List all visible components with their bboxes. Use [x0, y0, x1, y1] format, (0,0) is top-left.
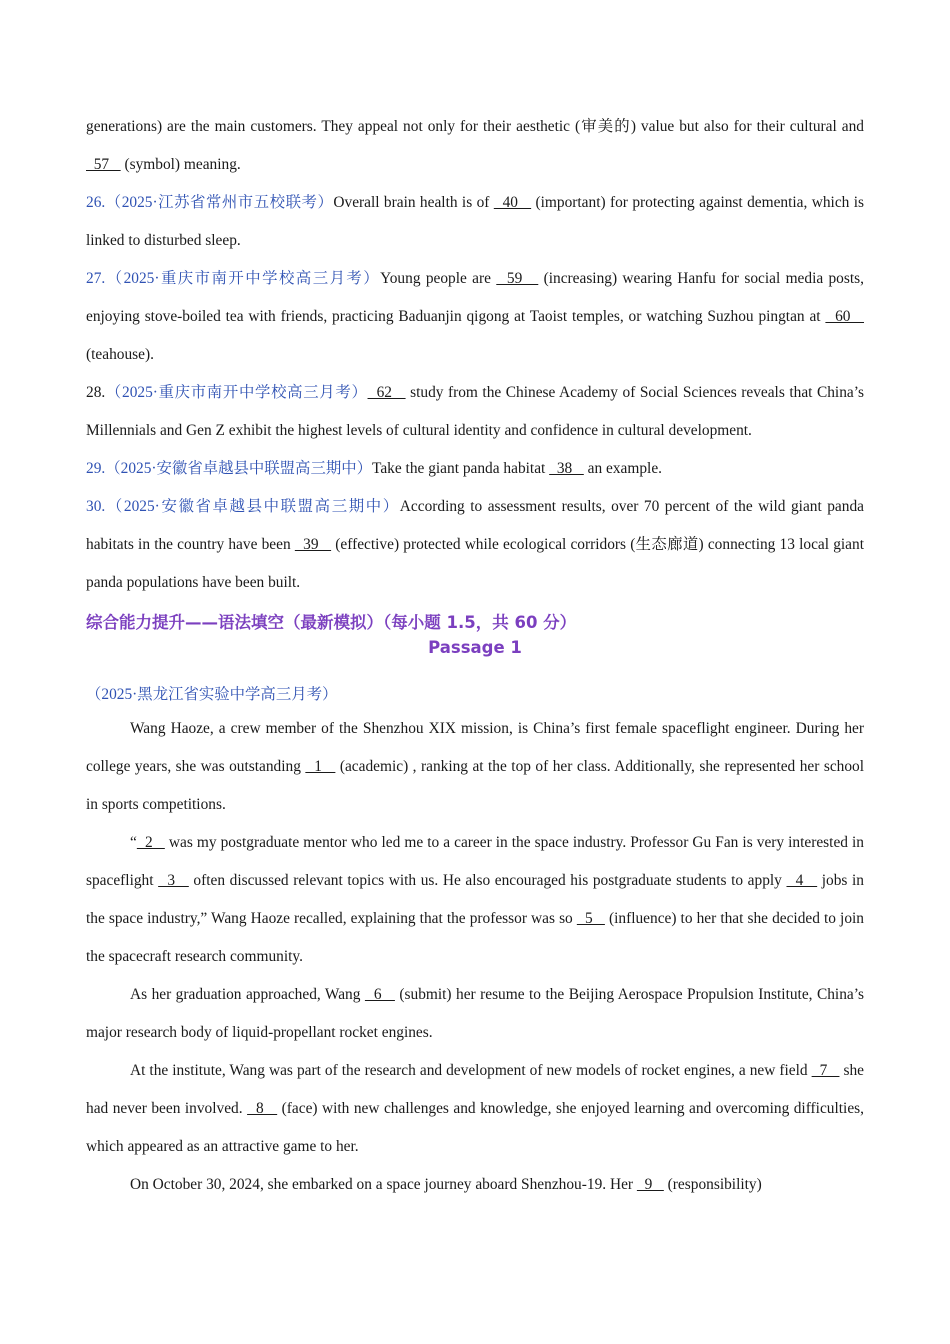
item-source: 30.（2025·安徽省卓越县中联盟高三期中） [86, 498, 400, 515]
item-source: 26.（2025·江苏省常州市五校联考） [86, 194, 334, 211]
answer-blank[interactable]: 38 [549, 460, 584, 477]
item-source: 29.（2025·安徽省卓越县中联盟高三期中） [86, 460, 373, 477]
exercise-item: 30.（2025·安徽省卓越县中联盟高三期中）According to assessment results, over 70 percent of the wild giant panda habitats in the country have been 39 (effective) protected while ecological corridors (生态廊道) connecting 13 local giant panda populations have been built. [86, 498, 864, 591]
passage-paragraph: At the institute, Wang was part of the research and development of new models of rocket engines, a new field 7 she had never been involved. 8 (face) with new challenges and knowledge, she enjoyed learning and overcoming difficulties, which appeared as an attractive game to her. [86, 1062, 864, 1155]
answer-blank[interactable]: 57 [86, 156, 121, 173]
answer-blank[interactable]: 59 [496, 270, 539, 287]
passage-paragraph: As her graduation approached, Wang 6 (submit) her resume to the Beijing Aerospace Propulsion Institute, China’s major research body of liquid-propellant rocket engines. [86, 986, 864, 1041]
exercise-items [86, 108, 864, 602]
answer-blank[interactable]: 7 [811, 1062, 840, 1079]
section-heading: 综合能力提升——语法填空（最新模拟）（每小题 1.5，共 60 分） [86, 613, 577, 632]
exercise-item: 26.（2025·江苏省常州市五校联考）Overall brain health is of 40 (important) for protecting against dementia, which is linked to disturbed sleep. [86, 194, 864, 249]
passage-paragraph: Wang Haoze, a crew member of the Shenzhou XIX mission, is China’s first female spaceflight engineer. During her college years, she was outstanding 1 (academic) , ranking at the top of her class. Additionally, she represented her school in sports competitions. [86, 720, 865, 813]
item-number: 28. [86, 384, 106, 401]
answer-blank[interactable]: 6 [364, 986, 395, 1003]
exercise-item: 29.（2025·安徽省卓越县中联盟高三期中）Take the giant panda habitat 38 an example. [86, 460, 662, 477]
answer-blank[interactable]: 39 [294, 536, 332, 553]
exercise-item: 27.（2025·重庆市南开中学校高三月考）Young people are 59 (increasing) wearing Hanfu for social media posts, enjoying stove-boiled tea with friends, practicing Baduanjin qigong at Taoist temples, or watching Suzhou pingtan at 60 (teahouse). [86, 270, 864, 363]
answer-blank[interactable]: 40 [493, 194, 532, 211]
passage-body [86, 710, 864, 1204]
answer-blank[interactable]: 62 [367, 384, 406, 401]
answer-blank[interactable]: 9 [636, 1176, 664, 1193]
document-page [86, 108, 864, 1204]
answer-blank[interactable]: 4 [786, 872, 818, 889]
exercise-item: generations) are the main customers. They appeal not only for their aesthetic (审美的) value but also for their cultural and 57 (symbol) meaning. [86, 118, 864, 173]
exercise-item: 28.（2025·重庆市南开中学校高三月考） 62 study from the Chinese Academy of Social Sciences reveals that China’s Millennials and Gen Z exhibit the highest levels of cultural identity and confidence in cultural development. [86, 384, 864, 439]
answer-blank[interactable]: 1 [305, 758, 336, 775]
passage-paragraph: On October 30, 2024, she embarked on a space journey aboard Shenzhou-19. Her 9 (responsibility) [130, 1176, 762, 1193]
answer-blank[interactable]: 60 [825, 308, 864, 325]
passage-source: （2025·黑龙江省实验中学高三月考） [86, 686, 338, 703]
passage-paragraph: “ 2 was my postgraduate mentor who led me to a career in the space industry. Professor Gu Fan is very interested in spaceflight 3 often discussed relevant topics with us. He also encouraged his postgraduate students to apply 4 jobs in the space industry,” Wang Haoze recalled, explaining that the professor was so 5 (influence) to her that she decided to join the spacecraft research community. [86, 834, 865, 965]
item-source: （2025·重庆市南开中学校高三月考） [105, 384, 368, 401]
answer-blank[interactable]: 3 [158, 872, 189, 889]
answer-blank[interactable]: 2 [136, 834, 165, 851]
answer-blank[interactable]: 5 [576, 910, 605, 927]
item-source: 27.（2025·重庆市南开中学校高三月考） [86, 270, 381, 287]
passage-title: Passage 1 [428, 638, 522, 657]
answer-blank[interactable]: 8 [247, 1100, 278, 1117]
